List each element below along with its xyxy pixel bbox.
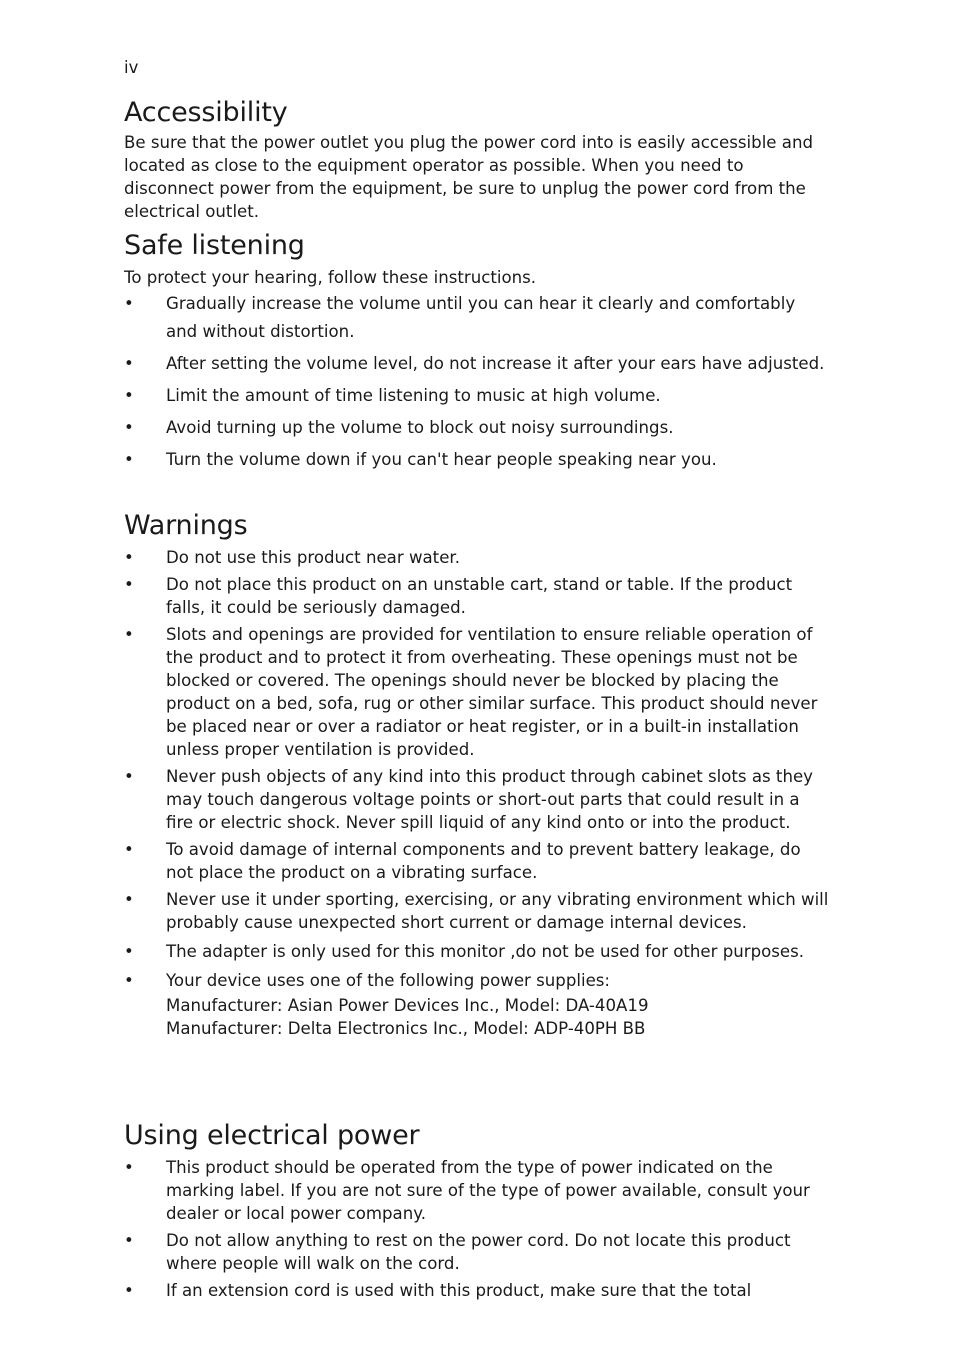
list-item: • If an extension cord is used with this product, make sure that the total <box>124 1281 752 1300</box>
list-item: • After setting the volume level, do not increase it after your ears have adjusted. <box>124 350 829 378</box>
list-item: • Never push objects of any kind into this product through cabinet slots as they may touch dangerous voltage points or short-out parts that could result in a fire or electric shock. Never spill liquid of any kind onto or into the product. <box>124 767 813 832</box>
accessibility-heading: Accessibility <box>124 97 288 128</box>
bullet: • <box>124 625 134 644</box>
list-item: • Turn the volume down if you can't hear people speaking near you. <box>124 446 829 474</box>
warnings-section <box>124 510 829 1044</box>
bullet: • <box>124 840 134 859</box>
list-item: • Gradually increase the volume until you can hear it clearly and comfortably and without distortion. <box>124 290 829 346</box>
safe-listening-heading: Safe listening <box>124 230 305 261</box>
list-item: • Do not use this product near water. <box>124 548 460 567</box>
list-item: • Avoid turning up the volume to block out noisy surroundings. <box>124 414 829 442</box>
list-item: • The adapter is only used for this monitor ,do not be used for other purposes. <box>124 942 805 961</box>
list-item: • Slots and openings are provided for ventilation to ensure reliable operation of the product and to protect it from overheating. These openings must not be blocked or covered. The openings should never be blocked by placing the product on a bed, sofa, rug or other similar surface. This product should never be placed near or over a radiator or heat register, or in a built-in installation unless proper ventilation is provided. <box>124 625 818 759</box>
accessibility-section <box>124 97 829 223</box>
list-item: • Your device uses one of the following power supplies: Manufacturer: Asian Power Devices Inc., Model: DA-40A19 Manufacturer: Delta Electronics Inc., Model: ADP-40PH BB <box>124 969 829 1040</box>
bullet: • <box>124 1231 134 1250</box>
electrical-power-section <box>124 1120 829 1306</box>
bullet: • <box>124 294 134 313</box>
list-item: • Do not place this product on an unstable cart, stand or table. If the product falls, it could be seriously damaged. <box>124 575 793 617</box>
list-item: • This product should be operated from the type of power indicated on the marking label. If you are not sure of the type of power available, consult your dealer or local power company. <box>124 1158 810 1223</box>
bullet: • <box>124 575 134 594</box>
list-item: • To avoid damage of internal components and to prevent battery leakage, do not place the product on a vibrating surface. <box>124 840 801 882</box>
bullet: • <box>124 767 134 786</box>
safe-listening-intro: To protect your hearing, follow these instructions. <box>124 268 537 287</box>
bullet: • <box>124 942 134 961</box>
page-number: iv <box>124 58 139 77</box>
list-item: • Never use it under sporting, exercising, or any vibrating environment which will probably cause unexpected short current or damage internal devices. <box>124 890 829 932</box>
bullet: • <box>124 354 134 373</box>
safe-listening-section <box>124 230 829 478</box>
electrical-power-heading: Using electrical power <box>124 1120 420 1151</box>
power-supply-1: Manufacturer: Asian Power Devices Inc., Model: DA-40A19 <box>166 996 649 1015</box>
bullet: • <box>124 890 134 909</box>
bullet: • <box>124 450 134 469</box>
accessibility-body: Be sure that the power outlet you plug the power cord into is easily accessible and located as close to the equipment operator as possible. When you need to disconnect power from the equipment, be sure to unplug the power cord from the electrical outlet. <box>124 133 814 221</box>
safe-listening-list <box>124 290 829 474</box>
warnings-heading: Warnings <box>124 510 248 541</box>
bullet: • <box>124 971 134 990</box>
list-item: • Do not allow anything to rest on the power cord. Do not locate this product where people will walk on the cord. <box>124 1231 791 1273</box>
power-supply-2: Manufacturer: Delta Electronics Inc., Model: ADP-40PH BB <box>166 1019 646 1038</box>
list-item: • Limit the amount of time listening to music at high volume. <box>124 382 829 410</box>
bullet: • <box>124 1281 134 1300</box>
bullet: • <box>124 1158 134 1177</box>
bullet: • <box>124 386 134 405</box>
electrical-power-list <box>124 1156 829 1302</box>
warnings-list <box>124 546 829 1040</box>
bullet: • <box>124 548 134 567</box>
bullet: • <box>124 418 134 437</box>
